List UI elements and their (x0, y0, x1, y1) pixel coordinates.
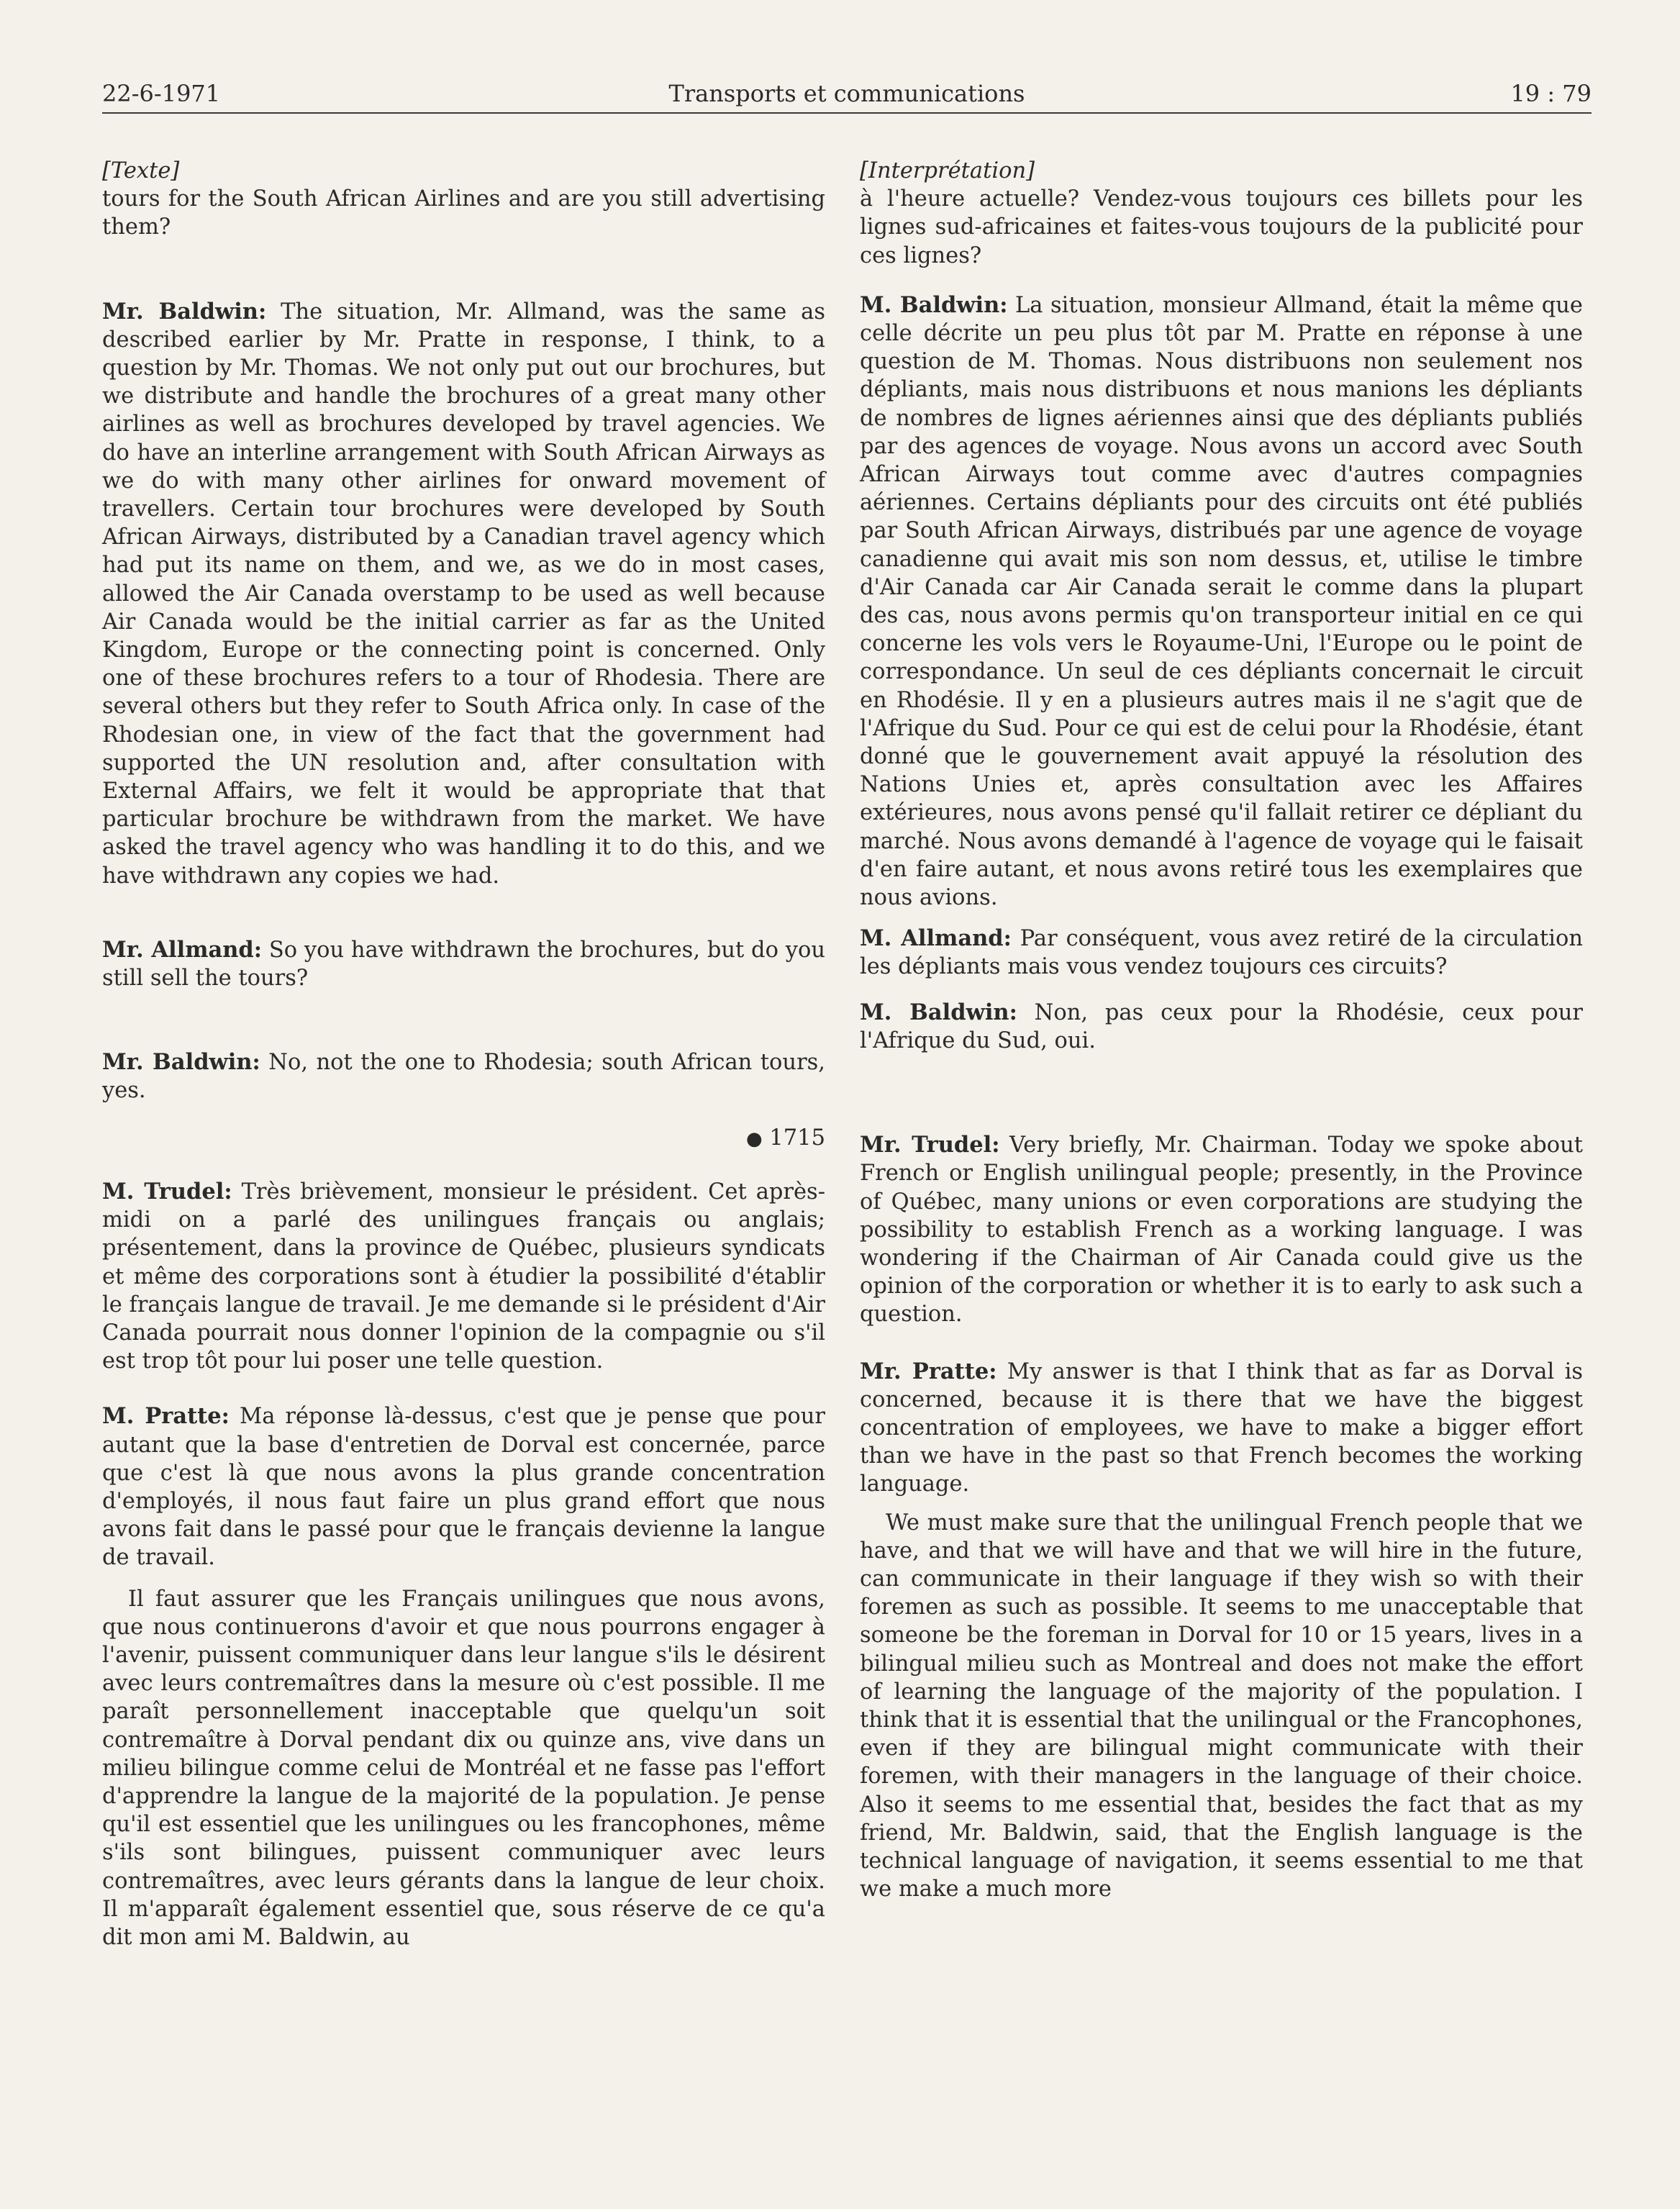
speech-text: No, not the one to Rhodesia; south African tours, yes. (102, 1050, 825, 1104)
speaker-name: Mr. Trudel: (860, 1132, 1000, 1158)
left-para-6 (102, 1402, 825, 1571)
speaker-name: Mr. Baldwin: (102, 298, 267, 325)
right-para-3 (860, 925, 1583, 981)
page-header (102, 78, 1592, 114)
left-para-5 (102, 1178, 825, 1375)
left-para-4 (102, 1048, 825, 1104)
header-title: Transports et communications (668, 80, 1025, 107)
left-para-2 (102, 298, 825, 890)
speaker-name: Mr. Baldwin: (102, 1049, 260, 1076)
time-marker-value: 1715 (762, 1125, 825, 1151)
speech-text: Ma réponse là-dessus, c'est que je pense que pour autant que la base d'entretien de Dorval est concernée, parce que c'est là que nous avons la plus grande concentration d'employés, il nous faut faire un plus grand effort que nous avons fait dans le passé pour que le français devienne la langue de travail. (102, 1404, 826, 1571)
speech-text: Très brièvement, monsieur le président. Cet après-midi on a parlé des unilingues français ou anglais; présentement, dans la province de Québec, plusieurs syndicats et même des corporations sont à étudier la possibilité d'établir le français langue de travail. Je me demande si le président d'Air Canada pourrait nous donner l'opinion de la compagnie ou s'il est trop tôt pour lui poser une telle question. (102, 1179, 825, 1374)
right-para-2 (860, 291, 1583, 912)
speaker-name: Mr. Pratte: (860, 1358, 997, 1384)
speech-text: Non, pas ceux pour la Rhodésie, ceux pour l'Afrique du Sud, oui. (860, 999, 1583, 1053)
right-para-4 (860, 999, 1583, 1055)
speaker-name: M. Trudel: (102, 1178, 232, 1205)
speech-text: So you have withdrawn the brochures, but do you still sell the tours? (102, 937, 825, 992)
header-page-number: 19 : 79 (1510, 80, 1592, 107)
right-column (860, 157, 1583, 1903)
left-para-1: tours for the South African Airlines and are you still advertising them? (102, 186, 825, 240)
speaker-name: M. Pratte: (102, 1403, 230, 1430)
right-label: [Interprétation] (860, 158, 1035, 183)
speaker-name: M. Allmand: (860, 925, 1012, 952)
speech-text: My answer is that I think that as far as Dorval is concerned, because it is there that we have the biggest concentration of employees, we have to make a bigger effort than we have in the past so that French becomes the working language. (860, 1358, 1583, 1497)
time-marker (102, 1124, 825, 1153)
left-column (102, 157, 825, 1951)
left-para-3 (102, 936, 825, 992)
speech-text: Par conséquent, vous avez retiré de la circulation les dépliants mais vous vendez toujours ces circuits? (860, 926, 1583, 980)
right-para-6 (860, 1358, 1583, 1499)
speaker-name: M. Baldwin: (860, 291, 1008, 318)
speech-text: Very briefly, Mr. Chairman. Today we spoke about French or English unilingual people; presently, in the Province of Québec, many unions or even corporations are studying the possibility to establish French as a working language. I was wondering if the Chairman of Air Canada could give us the opinion of the corporation or whether it is to early to ask such a question. (860, 1133, 1583, 1328)
bullet-icon: ● (745, 1128, 763, 1150)
left-label: [Texte] (102, 158, 180, 183)
speaker-name: Mr. Allmand: (102, 936, 263, 963)
right-para-7: We must make sure that the unilingual French people that we have, and that we will have and that we will hire in the future, can communicate in their language if they wish so with their foremen as such as possible. It seems to me unacceptable that someone be the foreman in Dorval for 10 or 15 years, lives in a bilingual milieu such as Montreal and does not make the effort of learning the language of the majority of the population. I think that it is essential that the unilingual or the Francophones, even if they are bilingual might communicate with their foremen, with their managers in the language of their choice. Also it seems to me essential that, besides the fact that as my friend, Mr. Baldwin, said, that the English language is the technical language of navigation, it seems essential to me that we make a much more (860, 1510, 1583, 1902)
right-para-1: à l'heure actuelle? Vendez-vous toujours ces billets pour les lignes sud-africaines et faites-vous toujours de la publicité pour ces lignes? (860, 186, 1583, 268)
header-date: 22-6-1971 (102, 80, 221, 107)
speaker-name: M. Baldwin: (860, 999, 1017, 1025)
speech-text: La situation, monsieur Allmand, était la même que celle décrite un peu plus tôt par M. Pratte en réponse à une question de M. Thomas. Nous distribuons non seulement nos dépliants, mais nous distribuons et nous manions les dépliants de nombres de lignes aériennes ainsi que des dépliants publiés par des agences de voyage. Nous avons un accord avec South African Airways tout comme avec d'autres compagnies aériennes. Certains dépliants pour des circuits ont été publiés par South African Airways, distribués par une agence de voyage canadienne qui avait mis son nom dessus, et, utilise le timbre d'Air Canada car Air Canada serait le comme dans la plupart des cas, nous avons permis qu'on transporteur initial en ce qui concerne les vols vers le Royaume-Uni, l'Europe ou le point de correspondance. Un seul de ces dépliants concernait le circuit en Rhodésie. Il y en a plusieurs autres mais il ne s'agit que de l'Afrique du Sud. Pour ce qui est de celui pour la Rhodésie, étant donné que le gouvernement avait appuyé la résolution des Nations Unies et, après consultation avec les Affaires extérieures, nous avons pensé qu'il fallait retirer ce dépliant du marché. Nous avons demandé à l'agence de voyage qui le faisait d'en faire autant, et nous avons retiré tous les exemplaires que nous avions. (860, 292, 1583, 911)
right-para-5 (860, 1131, 1583, 1328)
left-para-7: Il faut assurer que les Français unilingues que nous avons, que nous continuerons d'avoir et que nous pourrons engager à l'avenir, puissent communiquer dans leur langue s'ils le désirent avec leurs contremaîtres dans la mesure où c'est possible. Il me paraît personnellement inacceptable que quelqu'un soit contremaître à Dorval pendant dix ou quinze ans, vive dans un milieu bilingue comme celui de Montréal et ne fasse pas l'effort d'apprendre la langue de la majorité de la population. Je pense qu'il est essentiel que les unilingues ou les francophones, même s'ils sont bilingues, puissent communiquer avec leurs contremaîtres, avec leurs gérants dans la langue de leur choix. Il m'apparaît également essentiel que, sous réserve de ce qu'a dit mon ami M. Baldwin, au (102, 1586, 825, 1950)
speech-text: The situation, Mr. Allmand, was the same as described earlier by Mr. Pratte in response, I think, to a question by Mr. Thomas. We not only put out our brochures, but we distribute and handle the brochures of a great many other airlines as well as brochures developed by travel agencies. We do have an interline arrangement with South African Airways as we do with many other airlines for onward movement of travellers. Certain tour brochures were developed by South African Airways, distributed by a Canadian travel agency which had put its name on them, and we, as we do in most cases, allowed the Air Canada overstamp to be used as well because Air Canada would be the initial carrier as far as the United Kingdom, Europe or the connecting point is concerned. Only one of these brochures refers to a tour of Rhodesia. There are several others but they refer to South Africa only. In case of the Rhodesian one, in view of the fact that the government had supported the UN resolution and, after consultation with External Affairs, we felt it would be appropriate that that particular brochure be withdrawn from the market. We have asked the travel agency who was handling it to do this, and we have withdrawn any copies we had. (102, 299, 826, 889)
